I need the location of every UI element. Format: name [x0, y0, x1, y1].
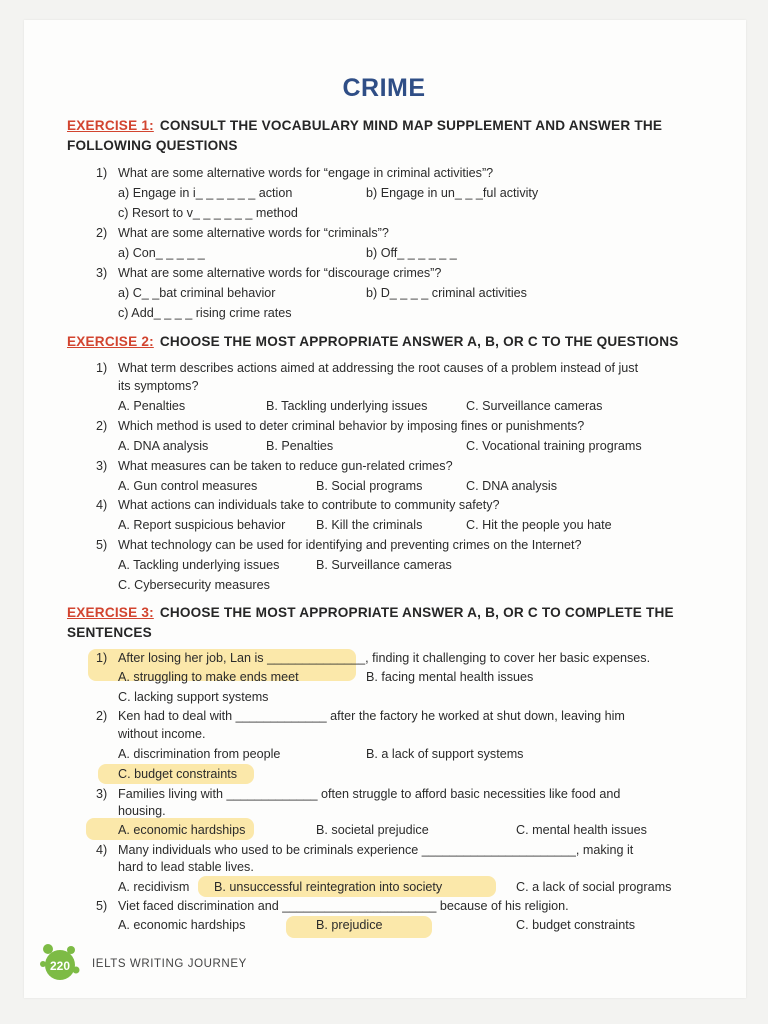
ex2-q1-number: 1) [96, 361, 108, 375]
ex3-q1-option-c: C. lacking support systems [118, 690, 269, 704]
ex2-q1-option-b: B. Tackling underlying issues [266, 399, 428, 413]
ex1-q1-text: What are some alternative words for “engage in criminal activities”? [118, 166, 494, 180]
exercise-2-label: EXERCISE 2: [67, 334, 154, 349]
exercise-3-label: EXERCISE 3: [67, 605, 154, 620]
exercise-2-instruction: CHOOSE THE MOST APPROPRIATE ANSWER A, B, OR C TO THE QUESTIONS [159, 334, 679, 349]
ex3-q3-text-line-1: Families living with _____________ often struggle to afford basic necessities like food and [118, 787, 621, 801]
ex3-q2-option-b: B. a lack of support systems [366, 747, 524, 761]
ex1-q2-option-a: a) Con_ _ _ _ _ [118, 246, 205, 260]
ex3-q3-option-c: C. mental health issues [516, 823, 647, 837]
ex2-q1-option-c: C. Surveillance cameras [466, 399, 603, 413]
ex2-q5-option-b: B. Surveillance cameras [316, 558, 452, 572]
ex3-q4-option-a: A. recidivism [118, 880, 190, 894]
ex2-q4-option-c: C. Hit the people you hate [466, 518, 612, 532]
ex2-q2-option-c: C. Vocational training programs [466, 439, 642, 453]
ex2-q3-number: 3) [96, 459, 108, 473]
ex2-q1-text-line-2: its symptoms? [118, 379, 199, 393]
exercise-1-heading [67, 116, 682, 155]
ex2-q5-option-a: A. Tackling underlying issues [118, 558, 280, 572]
ex3-q1-option-b: B. facing mental health issues [366, 670, 534, 684]
ex3-q2-option-a: A. discrimination from people [118, 747, 281, 761]
ex2-q1-text-line-1: What term describes actions aimed at addressing the root causes of a problem instead of just [118, 361, 639, 375]
ex3-q4-text-line-2: hard to lead stable lives. [118, 860, 254, 874]
exercise-1-instruction-line-2: FOLLOWING QUESTIONS [67, 137, 238, 153]
exercise-3-instruction-line-1: CHOOSE THE MOST APPROPRIATE ANSWER A, B, OR C TO COMPLETE THE [159, 605, 674, 620]
ex2-q2-option-a: A. DNA analysis [118, 439, 209, 453]
ex2-q5-option-c: C. Cybersecurity measures [118, 578, 270, 592]
ex1-q3-option-c: c) Add_ _ _ _ rising crime rates [118, 306, 292, 320]
ex2-q5-number: 5) [96, 538, 108, 552]
ex1-q2-number: 2) [96, 226, 108, 240]
ex2-q5-text: What technology can be used for identifying and preventing crimes on the Internet? [118, 538, 582, 552]
ex2-q2-number: 2) [96, 419, 108, 433]
ex3-q4-number: 4) [96, 843, 108, 857]
exercise-2-heading [67, 332, 682, 352]
exercise-3-instruction-line-2: SENTENCES [67, 624, 152, 640]
ex1-q1-option-a: a) Engage in i_ _ _ _ _ _ action [118, 186, 293, 200]
ex1-q3-text: What are some alternative words for “discourage crimes”? [118, 266, 442, 280]
ex3-q5-option-b: B. prejudice [316, 918, 383, 932]
ex2-q3-option-b: B. Social programs [316, 479, 423, 493]
ex3-q5-option-a: A. economic hardships [118, 918, 246, 932]
book-title: IELTS WRITING JOURNEY [92, 958, 247, 970]
ex2-q4-number: 4) [96, 498, 108, 512]
ex3-q2-text-line-2: without income. [118, 727, 206, 741]
page-title: CRIME [342, 74, 426, 102]
ex3-q1-option-a: A. struggling to make ends meet [118, 670, 299, 684]
ex3-q4-text-line-1: Many individuals who used to be criminals experience ______________________, making it [118, 843, 634, 857]
page-number-badge [38, 940, 82, 984]
ex2-q1-option-a: A. Penalties [118, 399, 186, 413]
ex3-q3-option-b: B. societal prejudice [316, 823, 429, 837]
ex2-q3-option-c: C. DNA analysis [466, 479, 557, 493]
ex3-q2-option-c: C. budget constraints [118, 767, 238, 781]
ex1-q3-option-a: a) C_ _bat criminal behavior [118, 286, 276, 300]
exercise-1-instruction-line-1: CONSULT THE VOCABULARY MIND MAP SUPPLEMENT AND ANSWER THE [159, 118, 663, 133]
ex1-q1-option-c: c) Resort to v_ _ _ _ _ _ method [118, 206, 298, 220]
ex3-q3-option-a: A. economic hardships [118, 823, 246, 837]
ex3-q2-number: 2) [96, 709, 108, 723]
ex3-q4-option-c: C. a lack of social programs [516, 880, 672, 894]
ex3-q5-text: Viet faced discrimination and ______________________ because of his religion. [118, 899, 569, 913]
ex2-q3-option-a: A. Gun control measures [118, 479, 258, 493]
ex2-q2-option-b: B. Penalties [266, 439, 334, 453]
ex3-q5-number: 5) [96, 899, 108, 913]
ex1-q3-number: 3) [96, 266, 108, 280]
ex1-q1-number: 1) [96, 166, 108, 180]
ex3-q2-text-line-1: Ken had to deal with _____________ after the factory he worked at shut down, leaving him [118, 709, 625, 723]
ex3-q3-number: 3) [96, 787, 108, 801]
ex1-q1-option-b: b) Engage in un_ _ _ful activity [366, 186, 539, 200]
page-number: 220 [49, 959, 71, 973]
ex2-q4-option-a: A. Report suspicious behavior [118, 518, 286, 532]
ex2-q2-text: Which method is used to deter criminal behavior by imposing fines or punishments? [118, 419, 585, 433]
ex3-q1-text: After losing her job, Lan is ______________, finding it challenging to cover her basic expenses. [118, 651, 651, 665]
ex1-q2-text: What are some alternative words for “criminals”? [118, 226, 389, 240]
ex2-q4-option-b: B. Kill the criminals [316, 518, 423, 532]
ex3-q3-text-line-2: housing. [118, 804, 166, 818]
ex3-q5-option-c: C. budget constraints [516, 918, 636, 932]
exercise-1-label: EXERCISE 1: [67, 118, 154, 133]
ex3-q1-number: 1) [96, 651, 108, 665]
exercise-3-heading [67, 603, 682, 642]
ex1-q3-option-b: b) D_ _ _ _ criminal activities [366, 286, 527, 300]
ex2-q4-text: What actions can individuals take to contribute to community safety? [118, 498, 500, 512]
ex1-q2-option-b: b) Off_ _ _ _ _ _ [366, 246, 457, 260]
ex3-q4-option-b: B. unsuccessful reintegration into society [214, 880, 443, 894]
ex2-q3-text: What measures can be taken to reduce gun-related crimes? [118, 459, 453, 473]
